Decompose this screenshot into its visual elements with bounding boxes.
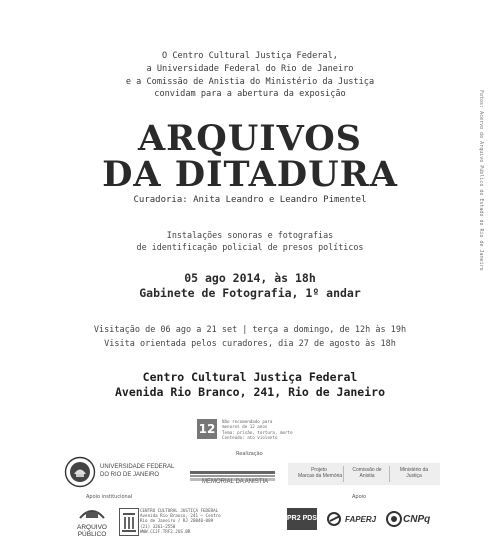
address <box>0 370 500 400</box>
ufrj-line-2: DO RIO DE JANEIRO <box>100 471 160 478</box>
address-line-1: Centro Cultural Justiça Federal <box>142 370 358 384</box>
arquivo-line-2: PÚBLICO <box>77 531 107 538</box>
projeto-line-2: Marcas da Memória <box>298 473 343 479</box>
ccjf-line: (21) 3261-2550 <box>140 523 176 529</box>
memorial-logo-text: MEMORIAL DA ANISTIA <box>202 479 269 485</box>
ufrj-line-1: UNIVERSIDADE FEDERAL <box>100 464 175 470</box>
ministerio-line-1: Ministério da <box>399 467 429 473</box>
intro-line: convidam para a abertura da exposição <box>154 89 346 100</box>
title-line-1: ARQUIVOS <box>138 118 362 159</box>
ccjf-building-icon <box>119 508 139 536</box>
ccjf-line: WWW.CCJF.TRF2.JUS.BR <box>140 528 191 534</box>
comissao-line-1: Comissão de <box>352 467 382 473</box>
divider <box>389 466 390 482</box>
comissao-logo <box>348 467 386 479</box>
intro-line: a Universidade Federal do Rio de Janeiro <box>146 63 354 74</box>
visit-line-2: Visita orientada pelos curadores, dia 27 de agosto às 18h <box>104 339 396 349</box>
ministerio-line-2: Justiça <box>406 473 422 479</box>
arquivo-line-1: ARQUIVO <box>77 524 107 531</box>
event-date: 05 ago 2014, às 18h <box>184 271 316 285</box>
projeto-line-1: Projeto <box>311 467 327 473</box>
faperj-mark-icon <box>327 512 343 526</box>
description-line-1: Instalações sonoras e fotografias <box>166 230 334 240</box>
ministerio-logo <box>393 467 435 479</box>
divider <box>343 466 344 482</box>
propps-logo: PR2 PDS <box>287 508 317 530</box>
age-rating-badge: 12 <box>197 419 217 439</box>
faperj-text: FAPERJ <box>345 514 377 524</box>
cnpq-logo <box>386 511 430 527</box>
visit-info <box>0 323 500 351</box>
intro-line: e a Comissão de Anistia do Ministério da Justiça <box>125 76 375 87</box>
ufrj-logo-text <box>100 464 174 479</box>
rating-line: menores de 12 anos <box>222 424 268 430</box>
photo-credit: Fotos: Acervo do Arquivo Público do Estado do Rio de Janeiro <box>478 90 484 271</box>
section-apoio-institucional: Apoio institucional <box>86 494 133 500</box>
projeto-logo <box>298 467 343 479</box>
rating-line: Tema: prisão, tortura, morte <box>222 429 293 435</box>
curadoria: Curadoria: Anita Leandro e Leandro Pimentel <box>133 195 367 205</box>
intro-line: O Centro Cultural Justiça Federal, <box>162 51 338 61</box>
address-line-2: Avenida Rio Branco, 241, Rio de Janeiro <box>114 385 386 399</box>
intro-text <box>0 50 500 101</box>
description-line-2: de identificação policial de presos políticos <box>136 242 364 252</box>
title-line-2: DA DITADURA <box>102 154 398 195</box>
ufrj-seal-icon <box>64 456 96 488</box>
arquivo-publico-logo <box>72 504 112 538</box>
ccjf-line: Rio de Janeiro / RJ 20040-009 <box>140 518 214 524</box>
event-info <box>0 271 500 301</box>
faperj-logo <box>327 512 376 526</box>
ccjf-line: Avenida Rio Branco, 241 – Centro <box>140 513 221 519</box>
ccjf-address <box>140 508 221 534</box>
description <box>0 229 500 253</box>
rating-line: Não recomendado para <box>222 419 273 424</box>
section-realizacao: Realização <box>236 451 263 457</box>
comissao-line-2: Anistia <box>359 473 375 479</box>
section-apoio: Apoio <box>352 494 367 500</box>
ccjf-line: CENTRO CULTURAL JUSTIÇA FEDERAL <box>140 508 219 513</box>
arquivo-emblem-icon <box>72 504 112 520</box>
event-location: Gabinete de Fotografia, 1º andar <box>139 286 361 300</box>
cnpq-mark-icon <box>386 511 402 527</box>
memorial-bars-icon <box>190 466 275 476</box>
age-rating-text <box>222 419 293 440</box>
visit-line-1: Visitação de 06 ago a 21 set | terça a domingo, de 12h às 19h <box>93 325 407 335</box>
cnpq-text: CNPq <box>403 513 431 525</box>
rating-line: Conteúdo: ato violento <box>222 434 278 440</box>
